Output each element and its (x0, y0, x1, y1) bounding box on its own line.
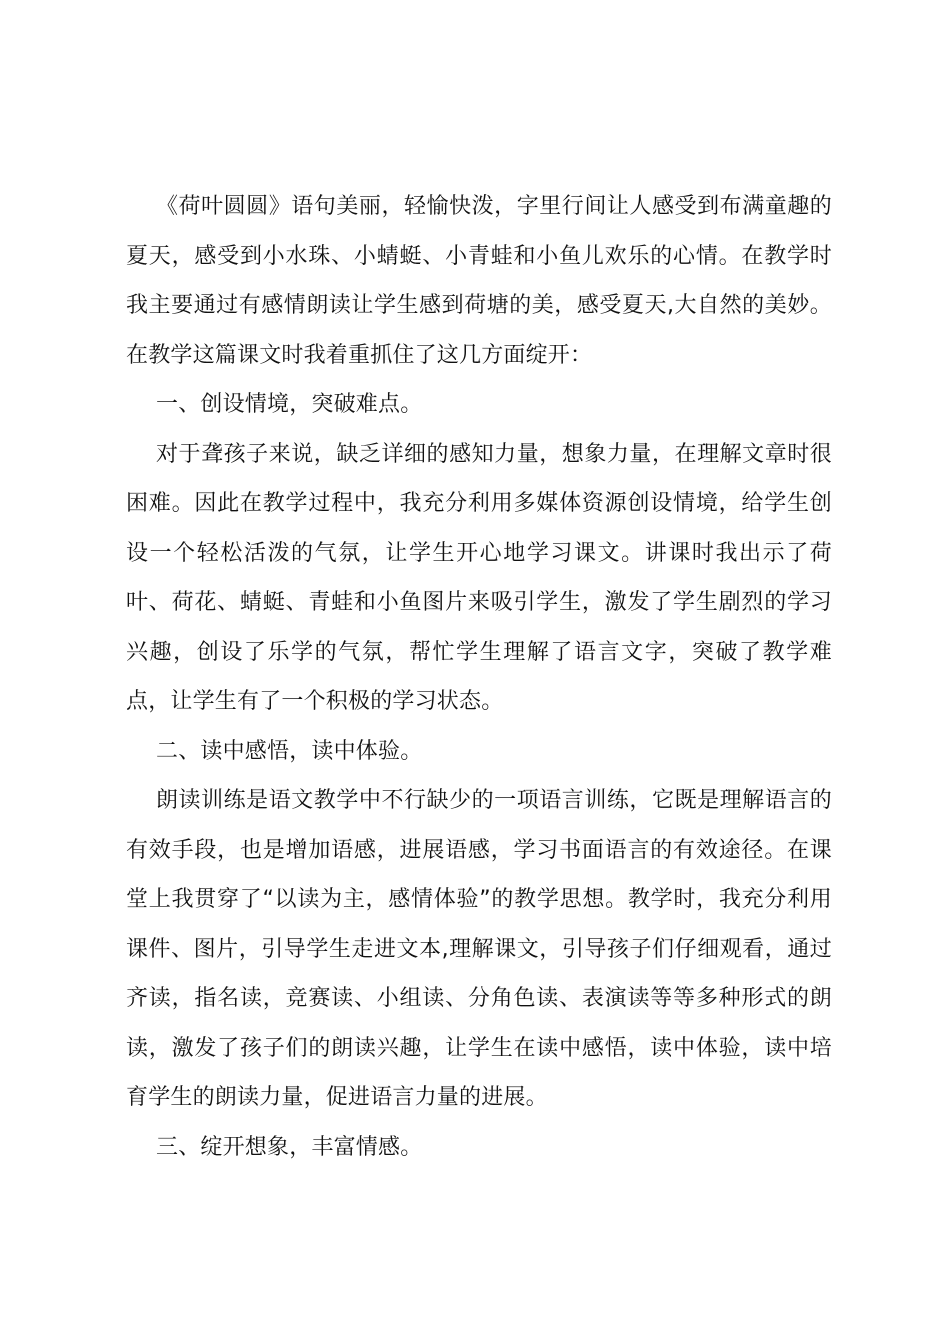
document-body (126, 182, 832, 1172)
section-heading-1: 一、创设情境，突破难点。 (156, 392, 423, 417)
section-1-paragraph: 对于聋孩子来说，缺乏详细的感知力量，想象力量，在理解文章时很困难。因此在教学过程中，我充分利用多媒体资源创设情境，给学生创设一个轻松活泼的气氛，让学生开心地学习课文。讲课时我出示了荷叶、荷花、蜻蜓、青蛙和小鱼图片来吸引学生，激发了学生剧烈的学习兴趣，创设了乐学的气氛，帮忙学生理解了语言文字，突破了教学难点，让学生有了一个积极的学习状态。 (126, 441, 832, 714)
section-heading-2: 二、读中感悟，读中体验。 (156, 738, 423, 764)
section-heading-3: 三、绽开想象，丰富情感。 (156, 1134, 423, 1160)
intro-paragraph: 《荷叶圆圆》语句美丽，轻愉快泼，字里行间让人感受到布满童趣的夏天，感受到小水珠、小蜻蜓、小青蛙和小鱼儿欢乐的心情。在教学时我主要通过有感情朗读让学生感到荷塘的美，感受夏天,大自然的美妙。在教学这篇课文时我着重抓住了这几方面绽开： (126, 194, 832, 368)
section-2-paragraph: 朗读训练是语文教学中不行缺少的一项语言训练，它既是理解语言的有效手段，也是增加语感，进展语感，学习书面语言的有效途径。在课堂上我贯穿了“以读为主，感情体验”的教学思想。教学时，我充分利用课件、图片，引导学生走进文本,理解课文，引导孩子们仔细观看，通过齐读，指名读，竞赛读、小组读、分角色读、表演读等等多种形式的朗读，激发了孩子们的朗读兴趣，让学生在读中感悟，读中体验，读中培育学生的朗读力量，促进语言力量的进展。 (126, 788, 832, 1110)
